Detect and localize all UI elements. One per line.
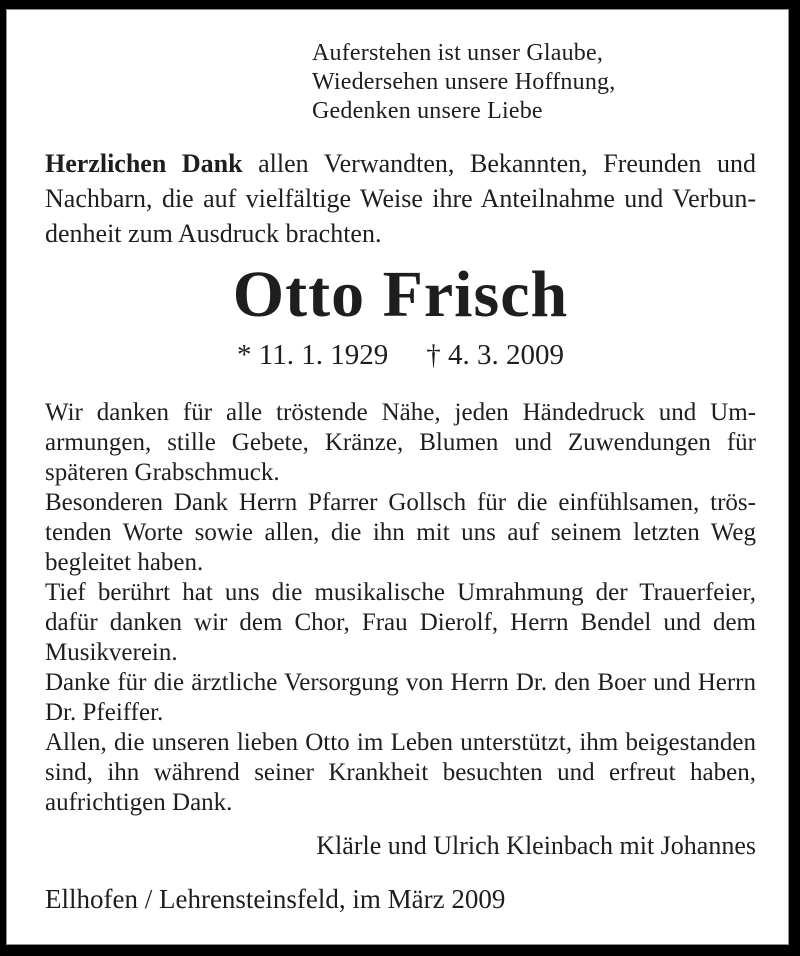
thanks-paragraph-1: Wir danken für alle tröstende Nähe, jeden Händedruck und Umarmungen, stille Gebete, Kränze, Blumen und Zuwendungen für späteren Grabschmuck. [45, 399, 756, 486]
thanks-paragraph-3: Tief berührt hat uns die musikalische Umrahmung der Trauerfeier, dafür danken wir dem Chor, Frau Dierolf, Herrn Bendel und dem Musikverein. [45, 579, 756, 666]
epigraph-line-2: Wiedersehen unsere Hoffnung, [312, 69, 616, 95]
thanks-paragraph-2: Besonderen Dank Herrn Pfarrer Gollsch für die einfühlsamen, tröstenden Worte sowie allen, die ihn mit uns auf seinem letzten Weg begleitet haben. [45, 489, 756, 576]
thanks-paragraph-4: Danke für die ärztliche Versorgung von Herrn Dr. den Boer und Herrn Dr. Pfeiffer. [45, 669, 756, 726]
thanks-intro-lead: Herzlichen Dank [45, 149, 243, 178]
death-date: † 4. 3. 2009 [426, 339, 564, 371]
thanks-intro-rest: allen Verwandten, Bekannten, Freunden und Nachbarn, die auf vielfältige Weise ihre Anteilnahme und Verbundenheit zum Ausdruck brachten. [45, 149, 756, 248]
family-signature: Klärle und Ulrich Kleinbach mit Johannes [316, 831, 756, 860]
deceased-name: Otto Frisch [232, 258, 569, 331]
life-dates [45, 338, 756, 372]
thanks-paragraph-5: Allen, die unseren lieben Otto im Leben unterstützt, ihm beigestanden sind, ihn während seiner Krankheit besuchten und erfreut haben, aufrichtigen Dank. [45, 729, 756, 816]
birth-date: * 11. 1. 1929 [237, 339, 389, 371]
epigraph-line-3: Gedenken unsere Liebe [312, 98, 543, 124]
place-date: Ellhofen / Lehrensteinsfeld, im März 2009 [45, 884, 506, 914]
thanks-intro [45, 146, 756, 251]
obituary-card [6, 9, 789, 945]
epigraph [312, 39, 756, 126]
thanks-body [45, 398, 756, 818]
epigraph-line-1: Auferstehen ist unser Glaube, [312, 40, 604, 66]
